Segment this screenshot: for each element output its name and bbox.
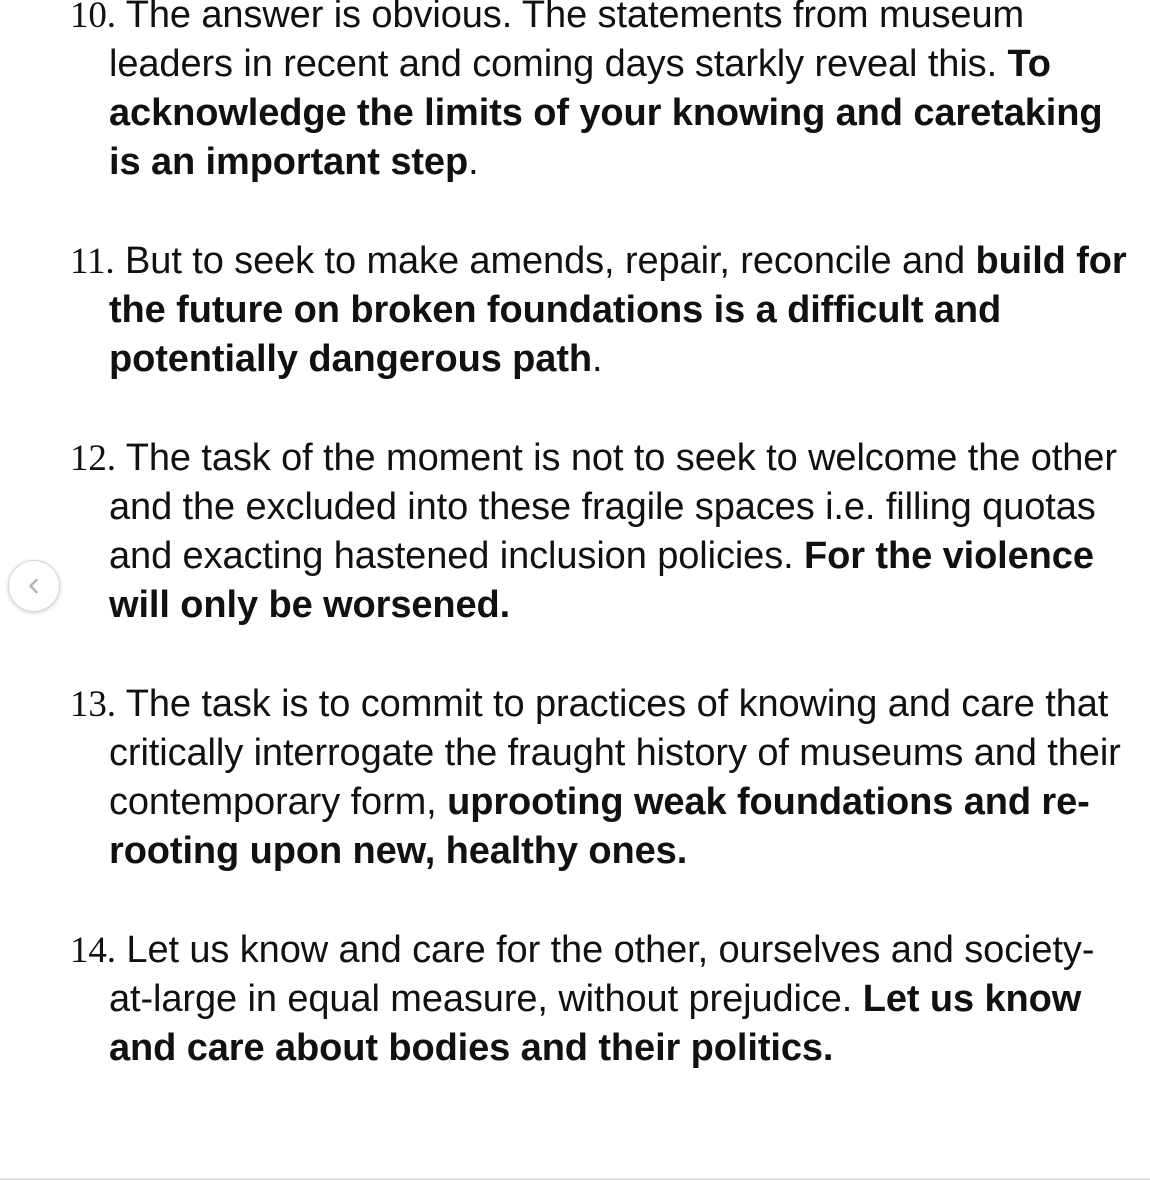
- statement-emphasis: build for the future on broken foundations is a difficult and potentially dangerous path: [109, 240, 1127, 380]
- statement-number: 10.: [70, 0, 116, 36]
- previous-slide-button[interactable]: [8, 560, 60, 612]
- statement-emphasis: For the violence will only be worsened.: [109, 535, 1094, 626]
- statement-14: [70, 926, 1130, 1073]
- statement-emphasis: uprooting weak foundations and re-rooting upon new, healthy ones.: [109, 781, 1090, 872]
- statement-text: But to seek to make amends, repair, reconcile and: [114, 240, 976, 282]
- statement-text: The answer is obvious. The statements from museum leaders in recent and coming days starkly reveal this.: [109, 0, 1025, 85]
- statement-text: The task of the moment is not to seek to welcome the other and the excluded into these fragile spaces i.e. filling quotas and exacting hastened inclusion policies.: [109, 437, 1117, 577]
- statement-11: [70, 237, 1130, 384]
- statement-tail: .: [592, 338, 603, 380]
- numbered-statements: [70, 0, 1130, 1073]
- statement-13: [70, 680, 1130, 876]
- statement-text: Let us know and care for the other, ourselves and society-at-large in equal measure, without prejudice.: [109, 929, 1095, 1020]
- statement-text: The task is to commit to practices of knowing and care that critically interrogate the fraught history of museums and their contemporary form,: [109, 683, 1121, 823]
- statement-number: 11.: [70, 241, 115, 282]
- statement-10: [70, 0, 1130, 187]
- statement-tail: .: [468, 141, 479, 183]
- chevron-left-icon: [24, 576, 44, 596]
- statement-emphasis: Let us know and care about bodies and their politics.: [109, 978, 1082, 1069]
- statement-number: 12.: [70, 438, 116, 479]
- statement-emphasis: To acknowledge the limits of your knowing and caretaking is an important step: [109, 43, 1103, 183]
- statement-12: [70, 434, 1130, 630]
- statement-number: 14.: [70, 930, 116, 971]
- statement-number: 13.: [70, 684, 116, 725]
